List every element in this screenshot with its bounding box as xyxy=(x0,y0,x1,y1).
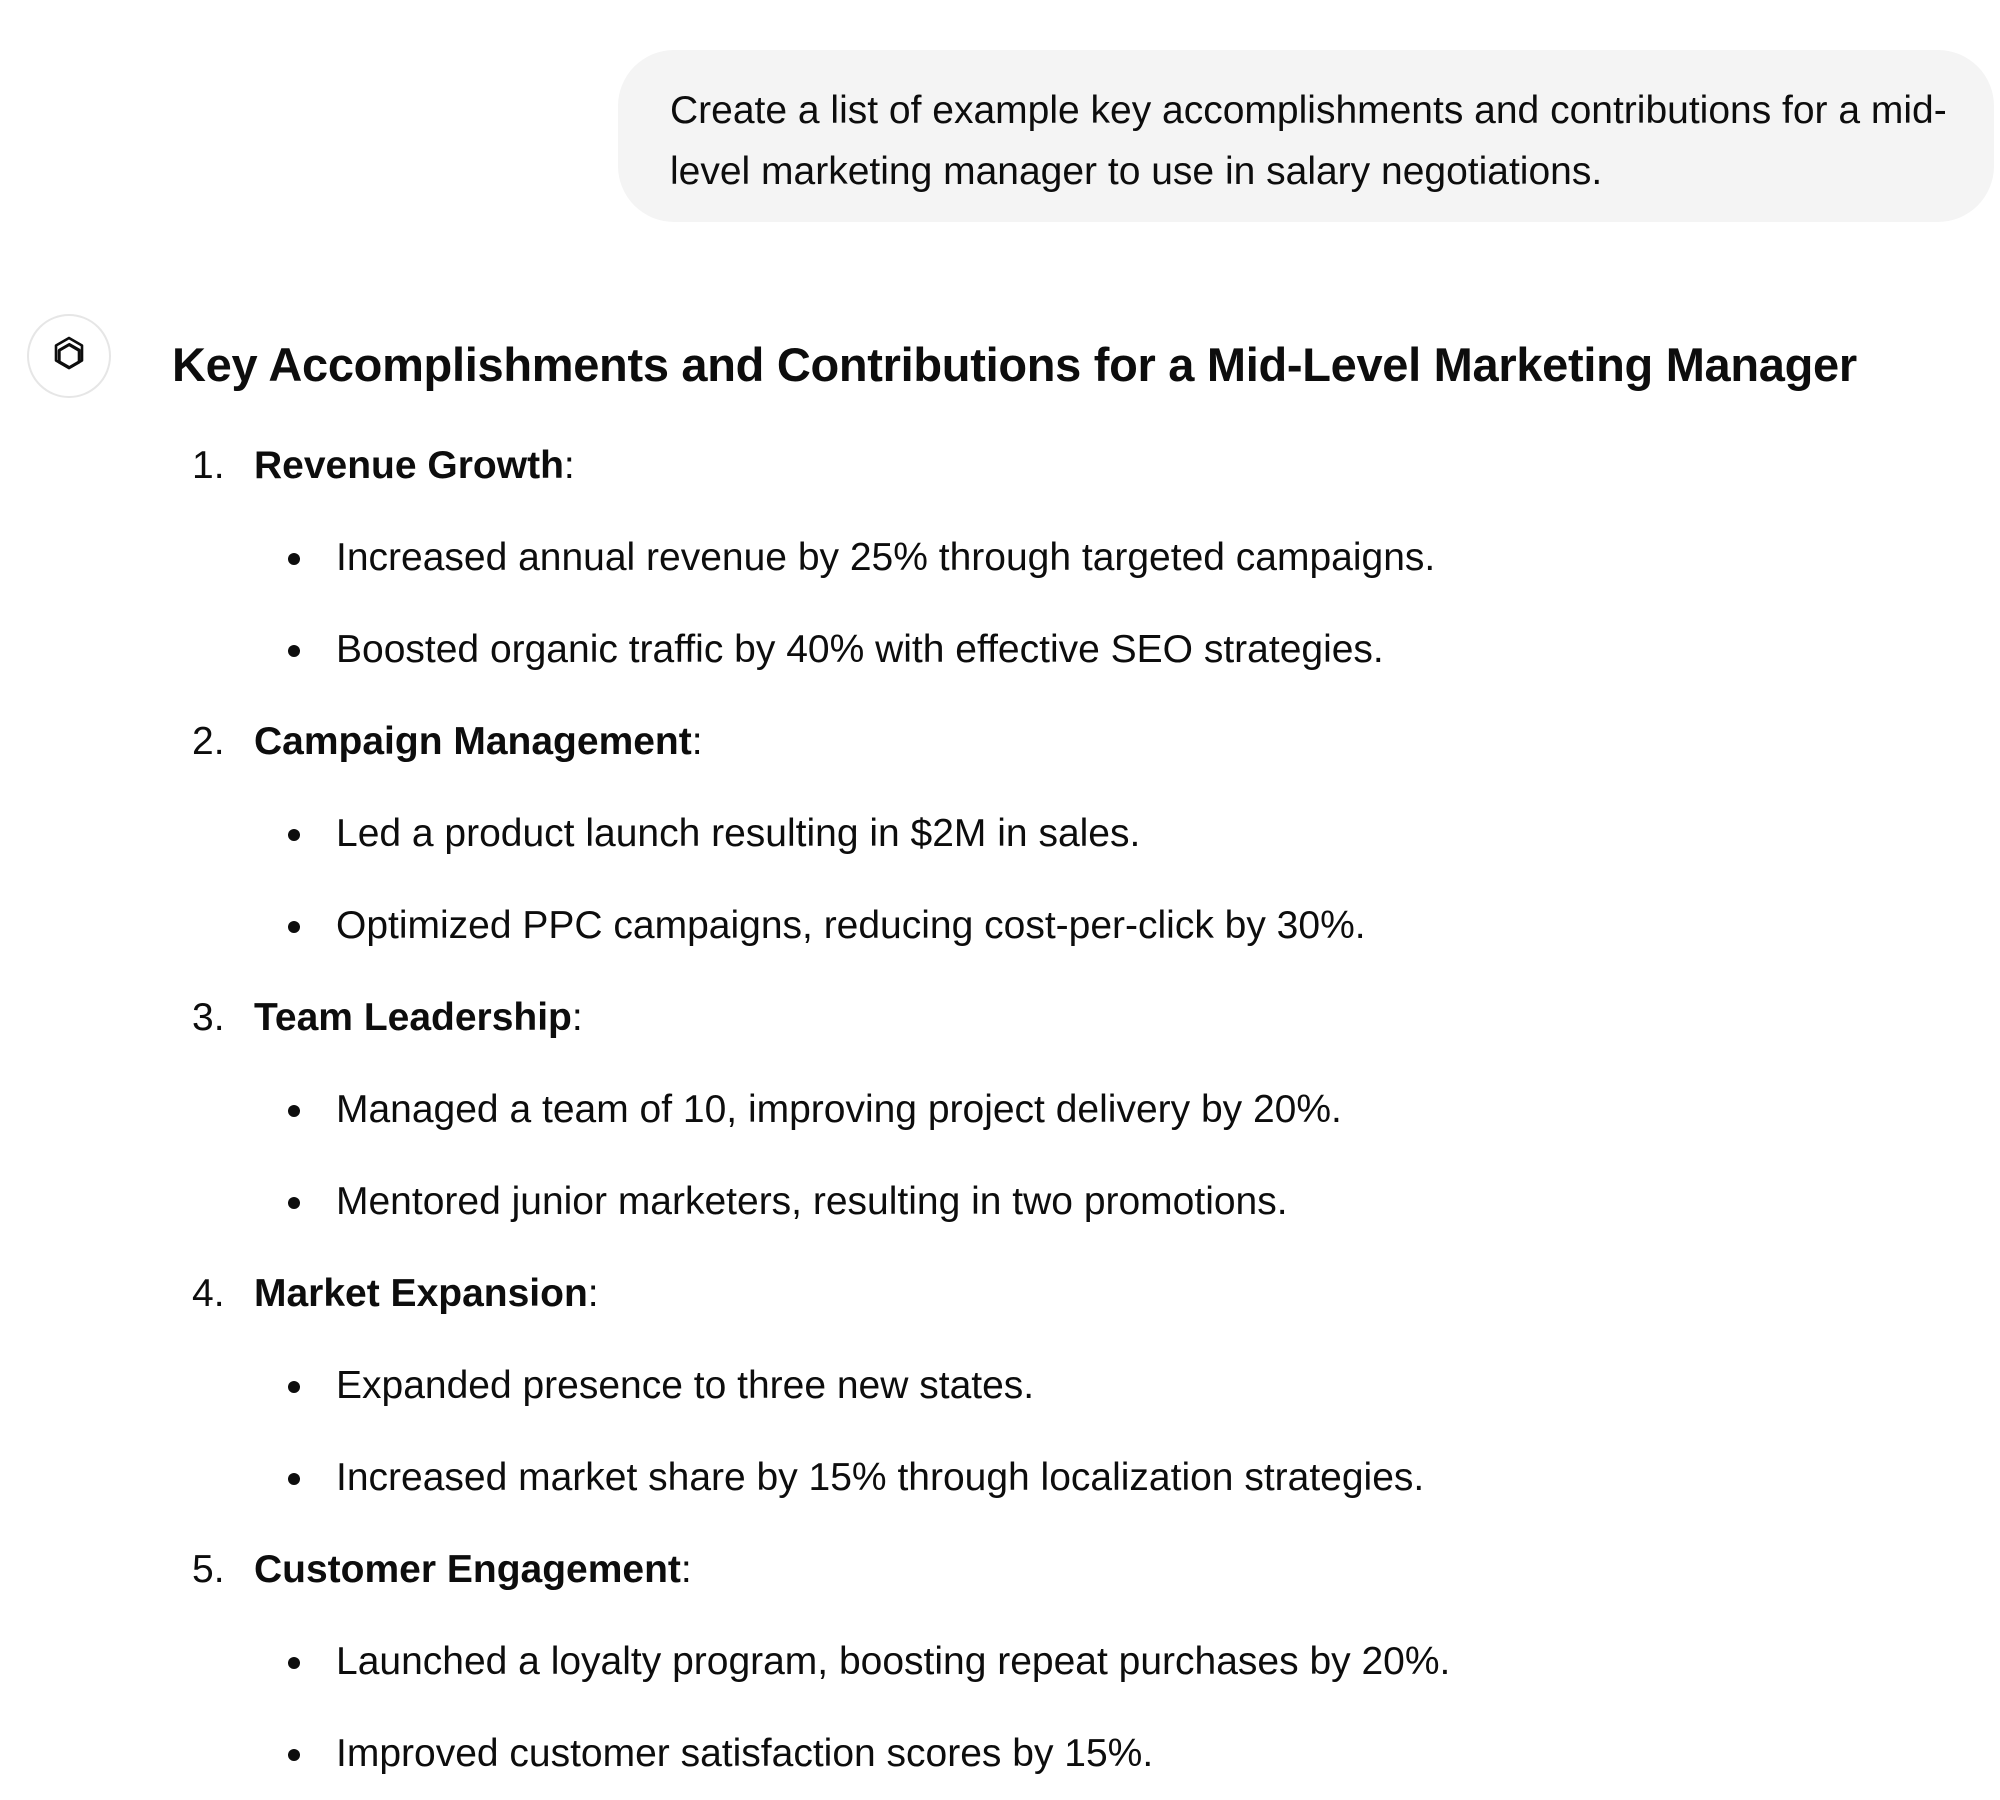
bullet-dot-icon xyxy=(288,1105,300,1117)
section-header xyxy=(192,1524,1992,1616)
bullet-item xyxy=(254,1156,1992,1248)
bullet-item xyxy=(254,512,1992,604)
section-header xyxy=(192,972,1992,1064)
section-number: 4. xyxy=(192,1272,225,1315)
section-title: Revenue Growth xyxy=(254,444,564,487)
bullet-dot-icon xyxy=(288,553,300,565)
bullet-text: Optimized PPC campaigns, reducing cost-per-click by 30%. xyxy=(336,904,1366,947)
bullet-item xyxy=(254,1708,1992,1800)
section-item xyxy=(172,1524,1992,1800)
section-title: Customer Engagement xyxy=(254,1548,681,1591)
openai-logo-icon xyxy=(45,332,93,380)
assistant-response xyxy=(172,330,1992,1800)
user-message-text: Create a list of example key accomplishments and contributions for a mid-level marketing manager to use in salary negotiations. xyxy=(670,89,1947,193)
section-item xyxy=(172,696,1992,972)
section-number: 1. xyxy=(192,444,225,487)
bullet-dot-icon xyxy=(288,1473,300,1485)
bullet-text: Managed a team of 10, improving project delivery by 20%. xyxy=(336,1088,1342,1131)
bullet-item xyxy=(254,1340,1992,1432)
bullet-item xyxy=(254,1064,1992,1156)
bullet-item xyxy=(254,604,1992,696)
bullet-text: Improved customer satisfaction scores by 15%. xyxy=(336,1732,1154,1775)
section-number: 5. xyxy=(192,1548,225,1591)
bullet-dot-icon xyxy=(288,1381,300,1393)
bullet-list xyxy=(254,1340,1992,1524)
bullet-text: Mentored junior marketers, resulting in two promotions. xyxy=(336,1180,1288,1223)
bullet-item xyxy=(254,880,1992,972)
bullet-list xyxy=(254,1064,1992,1248)
bullet-item xyxy=(254,1616,1992,1708)
bullet-text: Increased annual revenue by 25% through targeted campaigns. xyxy=(336,536,1436,579)
bullet-dot-icon xyxy=(288,1197,300,1209)
section-header xyxy=(192,420,1992,512)
bullet-list xyxy=(254,512,1992,696)
bullet-item xyxy=(254,788,1992,880)
section-colon: : xyxy=(680,1548,692,1591)
bullet-list xyxy=(254,788,1992,972)
bullet-item xyxy=(254,1432,1992,1524)
bullet-dot-icon xyxy=(288,829,300,841)
section-colon: : xyxy=(563,444,575,487)
section-header xyxy=(192,1248,1992,1340)
section-item xyxy=(172,1248,1992,1524)
section-colon: : xyxy=(587,1272,599,1315)
bullet-dot-icon xyxy=(288,1657,300,1669)
section-title: Team Leadership xyxy=(254,996,572,1039)
section-colon: : xyxy=(571,996,583,1039)
assistant-avatar xyxy=(27,314,111,398)
section-number: 3. xyxy=(192,996,225,1039)
section-title: Market Expansion xyxy=(254,1272,588,1315)
accomplishments-list xyxy=(172,420,1992,1800)
bullet-dot-icon xyxy=(288,645,300,657)
section-colon: : xyxy=(691,720,703,763)
section-item xyxy=(172,972,1992,1248)
bullet-text: Led a product launch resulting in $2M in sales. xyxy=(336,812,1141,855)
bullet-text: Boosted organic traffic by 40% with effective SEO strategies. xyxy=(336,628,1384,671)
response-heading: Key Accomplishments and Contributions for a Mid-Level Marketing Manager xyxy=(172,338,1857,391)
section-title: Campaign Management xyxy=(254,720,692,763)
section-item xyxy=(172,420,1992,696)
section-number: 2. xyxy=(192,720,225,763)
bullet-dot-icon xyxy=(288,921,300,933)
bullet-text: Increased market share by 15% through localization strategies. xyxy=(336,1456,1425,1499)
bullet-text: Launched a loyalty program, boosting repeat purchases by 20%. xyxy=(336,1640,1451,1683)
bullet-dot-icon xyxy=(288,1749,300,1761)
section-header xyxy=(192,696,1992,788)
user-message-bubble xyxy=(618,50,1994,222)
bullet-text: Expanded presence to three new states. xyxy=(336,1364,1035,1407)
bullet-list xyxy=(254,1616,1992,1800)
